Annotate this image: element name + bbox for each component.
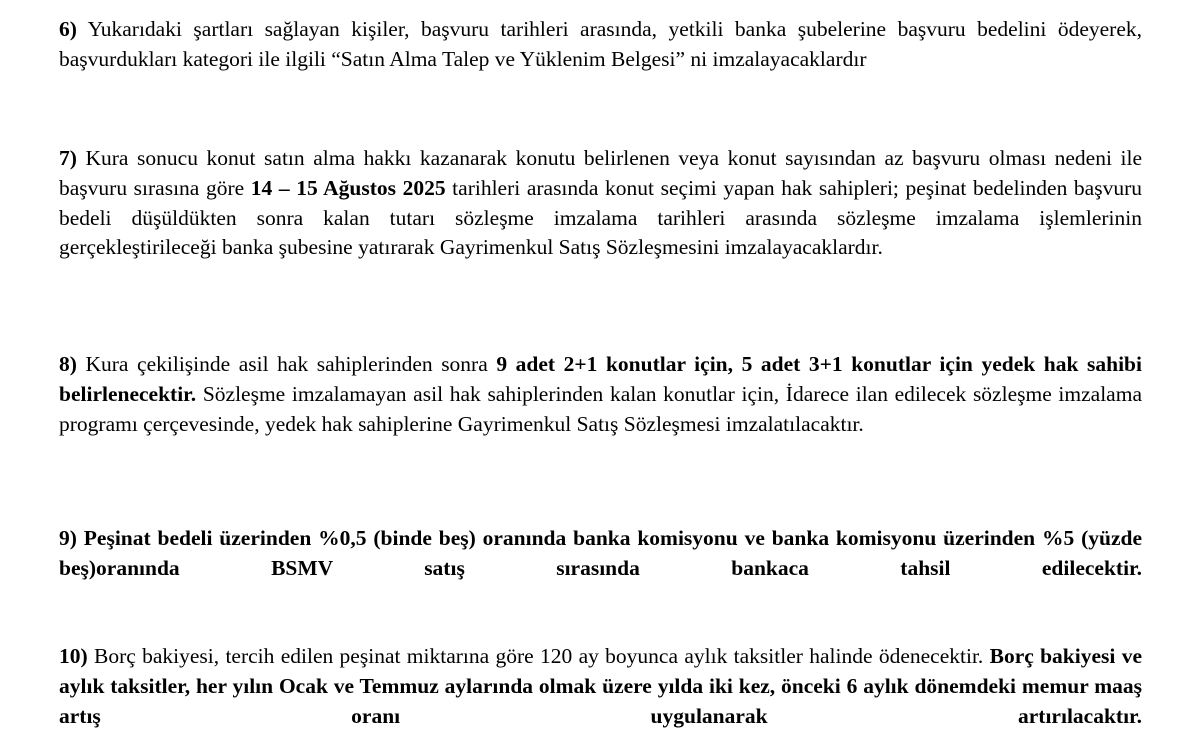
paragraph-number: 10): [59, 644, 88, 668]
paragraph-8: [59, 350, 1142, 439]
paragraph-7: [59, 144, 1142, 263]
paragraph-number: 8): [59, 352, 77, 376]
paragraph-text: Borç bakiyesi, tercih edilen peşinat miktarına göre 120 ay boyunca aylık taksitler halinde ödenecektir.: [87, 644, 990, 668]
installment-increase-note: Borç bakiyesi ve aylık taksitler, her yılın Ocak ve Temmuz aylarında olmak üzere yılda iki kez, önceki 6 aylık dönemdeki memur maaş artış oranı uygulanarak artırılacaktır.: [59, 644, 1142, 728]
selection-dates: 14 – 15 Ağustos 2025: [250, 175, 446, 200]
paragraph-text: Kura sonucu konut satın alma hakkı kazanarak konutu belirlenen veya konut sayısından az başvuru olması nedeni ile başvuru sırasına göre: [59, 146, 1142, 200]
paragraph-text: Yukarıdaki şartları sağlayan kişiler, başvuru tarihleri arasında, yetkili banka şubelerine başvuru bedelini ödeyerek, başvurdukları kategori ile ilgili “Satın Alma Talep ve Yüklenim Belgesi” ni imzalayacaklardır: [59, 17, 1142, 71]
paragraph-6: [59, 15, 1142, 75]
paragraph-10: [59, 642, 1142, 731]
paragraph-number: 7): [59, 146, 77, 170]
paragraph-text: tarihleri arasında konut seçimi yapan hak sahipleri; peşinat bedelinden başvuru bedeli düşüldükten sonra kalan tutarı sözleşme imzalama tarihleri arasında sözleşme imzalama işlemlerinin gerçekleştirileceği banka şubesine yatırarak Gayrimenkul Satış Sözleşmesini imzalayacaklardır.: [59, 175, 1142, 260]
reserve-holders-note: 9 adet 2+1 konutlar için, 5 adet 3+1 konutlar için yedek hak sahibi belirlenecektir.: [59, 352, 1142, 406]
paragraph-9: [59, 524, 1142, 584]
paragraph-number: 9): [59, 526, 77, 550]
commission-note: Peşinat bedeli üzerinden %0,5 (binde beş) oranında banka komisyonu ve banka komisyonu üzerinden %5 (yüzde beş)oranında BSMV satış sırasında bankaca tahsil edilecektir.: [59, 526, 1142, 580]
paragraph-number: 6): [59, 17, 77, 41]
paragraph-text: Kura çekilişinde asil hak sahiplerinden sonra: [76, 352, 497, 376]
paragraph-text: Sözleşme imzalamayan asil hak sahiplerinden kalan konutlar için, İdarece ilan edilecek sözleşme imzalama programı çerçevesinde, yedek hak sahiplerine Gayrimenkul Satış Sözleşmesi imzalatılacaktır.: [59, 381, 1142, 436]
